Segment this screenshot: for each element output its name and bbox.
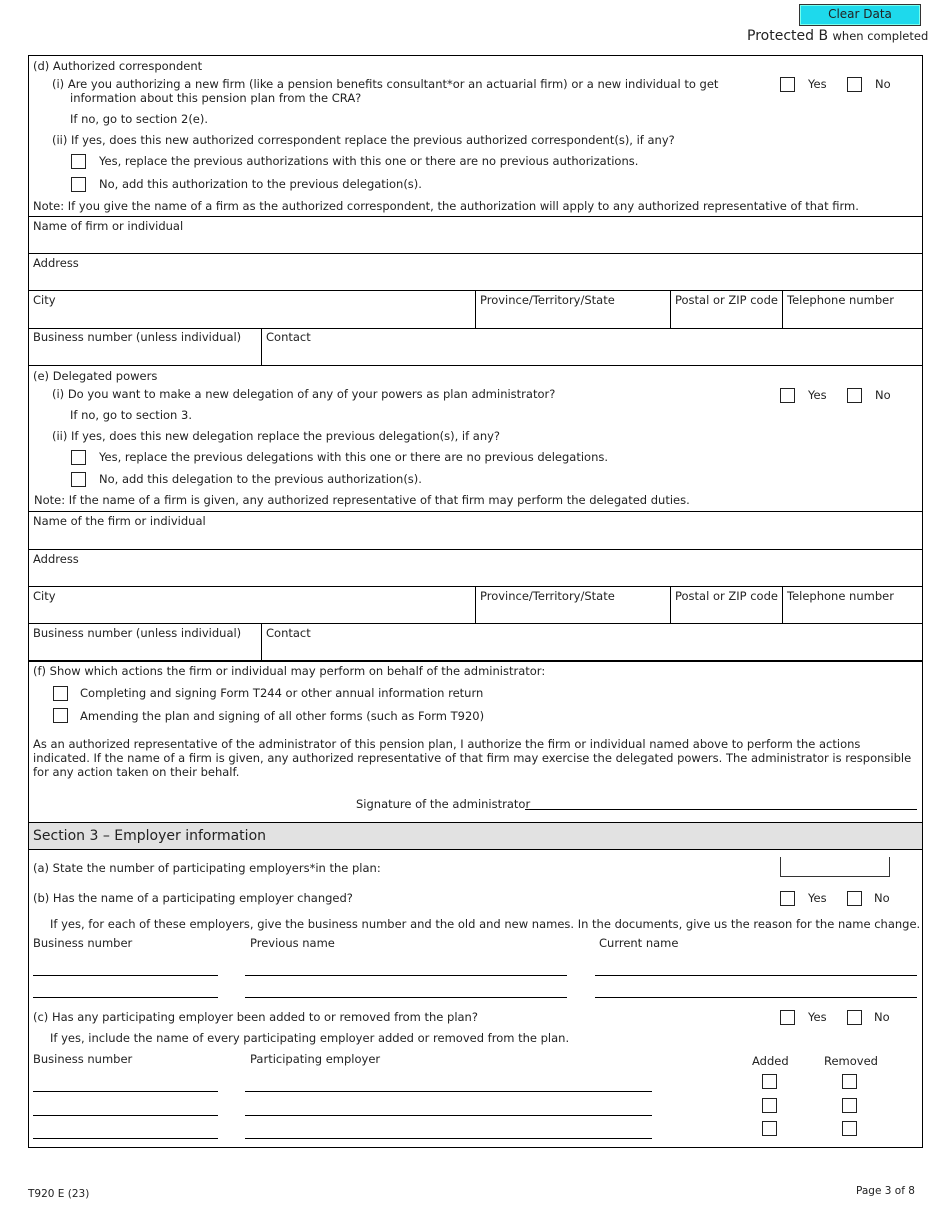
d-address-label: Address (33, 256, 79, 270)
c-bn-field[interactable] (33, 1115, 218, 1116)
d-city-label: City (33, 293, 56, 307)
c-bn-field[interactable] (33, 1091, 218, 1092)
section-3c-no-label: No (874, 1010, 890, 1024)
section-3-qb: (b) Has the name of a participating employer changed? (33, 891, 353, 905)
section-d-add-checkbox[interactable] (71, 177, 86, 192)
previous-name-header: Previous name (250, 936, 335, 950)
protected-label (747, 28, 928, 44)
added-checkbox[interactable] (762, 1074, 777, 1089)
d-contact-label: Contact (266, 330, 311, 344)
signature-line[interactable] (525, 809, 917, 810)
added-checkbox[interactable] (762, 1121, 777, 1136)
page-number: Page 3 of 8 (856, 1185, 915, 1197)
divider (28, 328, 923, 329)
e-address-label: Address (33, 552, 79, 566)
participating-employer-field[interactable] (245, 1138, 652, 1139)
authorization-statement: As an authorized representative of the administrator of this pension plan, I authorize the firm or individual named above to perform the actions indicated. If the name of a firm is given, any authorized representative of that firm may exercise the delegated powers. The administrator is responsible for any action taken on their behalf. (33, 737, 912, 779)
previous-name-field[interactable] (245, 975, 567, 976)
divider (261, 328, 262, 365)
section-3-title: Section 3 – Employer information (33, 828, 267, 844)
added-header: Added (752, 1054, 789, 1068)
section-d-replace-label: Yes, replace the previous authorizations with this one or there are no previous authorizations. (99, 154, 639, 168)
divider (28, 216, 923, 217)
participating-employer-field[interactable] (245, 1091, 652, 1092)
section-d-q2: (ii) If yes, does this new authorized correspondent replace the previous authorized correspondent(s), if any? (52, 133, 675, 147)
section-e-yes-checkbox[interactable] (780, 388, 795, 403)
section-3c-info: If yes, include the name of every participating employer added or removed from the plan. (50, 1031, 570, 1045)
removed-checkbox[interactable] (842, 1098, 857, 1113)
section-e-q1: (i) Do you want to make a new delegation of any of your powers as plan administrator? (52, 387, 556, 401)
when-completed-text: when completed (832, 29, 929, 43)
section-d-if-no: If no, go to section 2(e). (70, 112, 209, 126)
section-e-add-checkbox[interactable] (71, 472, 86, 487)
protected-b-text: Protected B (747, 28, 829, 44)
participating-employer-field[interactable] (245, 1115, 652, 1116)
section-3c-yes-checkbox[interactable] (780, 1010, 795, 1025)
section-f-amend-label: Amending the plan and signing of all other forms (such as Form T920) (80, 709, 485, 723)
removed-header: Removed (824, 1054, 878, 1068)
divider (261, 623, 262, 660)
removed-checkbox[interactable] (842, 1074, 857, 1089)
section-3c-no-checkbox[interactable] (847, 1010, 862, 1025)
divider (475, 290, 476, 328)
bn-header: Business number (33, 936, 133, 950)
current-name-field[interactable] (595, 997, 917, 998)
e-province-label: Province/Territory/State (480, 589, 615, 603)
divider (782, 290, 783, 328)
bn-field[interactable] (33, 975, 218, 976)
section-f-t244-label: Completing and signing Form T244 or other annual information return (80, 686, 484, 700)
divider (28, 253, 923, 254)
section-e-replace-label: Yes, replace the previous delegations with this one or there are no previous delegations. (99, 450, 609, 464)
signature-label: Signature of the administrator (356, 797, 531, 811)
form-id: T920 E (23) (28, 1188, 90, 1200)
previous-name-field[interactable] (245, 997, 567, 998)
section-e-add-label: No, add this delegation to the previous authorization(s). (99, 472, 422, 486)
current-name-header: Current name (599, 936, 679, 950)
e-postal-label: Postal or ZIP code (675, 589, 778, 603)
employer-count-input[interactable] (780, 857, 890, 877)
section-e-yes-label: Yes (808, 388, 827, 402)
e-city-label: City (33, 589, 56, 603)
e-phone-label: Telephone number (787, 589, 894, 603)
participating-employer-header: Participating employer (250, 1052, 381, 1066)
section-d-replace-checkbox[interactable] (71, 154, 86, 169)
section-3b-yes-checkbox[interactable] (780, 891, 795, 906)
added-checkbox[interactable] (762, 1098, 777, 1113)
section-3-qc: (c) Has any participating employer been added to or removed from the plan? (33, 1010, 478, 1024)
divider (28, 623, 923, 624)
current-name-field[interactable] (595, 975, 917, 976)
section-e-no-label: No (875, 388, 891, 402)
section-3b-info: If yes, for each of these employers, give the business number and the old and new names. In the documents, give us the reason for the name change. (50, 917, 921, 931)
e-bn-label: Business number (unless individual) (33, 626, 242, 640)
divider (28, 365, 923, 366)
section-d-q1-line2: information about this pension plan from the CRA? (70, 91, 362, 105)
section-d-yes-checkbox[interactable] (780, 77, 795, 92)
section-e-title: (e) Delegated powers (33, 369, 158, 383)
section-3b-no-label: No (874, 891, 890, 905)
section-3b-yes-label: Yes (808, 891, 827, 905)
section-3c-yes-label: Yes (808, 1010, 827, 1024)
section-e-q2: (ii) If yes, does this new delegation replace the previous delegation(s), if any? (52, 429, 501, 443)
d-postal-label: Postal or ZIP code (675, 293, 778, 307)
d-name-label: Name of firm or individual (33, 219, 184, 233)
clear-data-button[interactable]: Clear Data (799, 4, 921, 26)
removed-checkbox[interactable] (842, 1121, 857, 1136)
section-d-no-checkbox[interactable] (847, 77, 862, 92)
section-d-yes-label: Yes (808, 77, 827, 91)
divider (670, 586, 671, 623)
section-e-no-checkbox[interactable] (847, 388, 862, 403)
divider (782, 586, 783, 623)
section-e-note: Note: If the name of a firm is given, any authorized representative of that firm may perform the delegated duties. (34, 493, 690, 507)
section-e-replace-checkbox[interactable] (71, 450, 86, 465)
section-f-t244-checkbox[interactable] (53, 686, 68, 701)
section-d-note: Note: If you give the name of a firm as the authorized correspondent, the authorization will apply to any authorized representative of that firm. (33, 199, 859, 213)
section-d-no-label: No (875, 77, 891, 91)
c-bn-header: Business number (33, 1052, 133, 1066)
section-e-if-no: If no, go to section 3. (70, 408, 192, 422)
divider (28, 511, 923, 512)
section-f-amend-checkbox[interactable] (53, 708, 68, 723)
section-3b-no-checkbox[interactable] (847, 891, 862, 906)
divider (670, 290, 671, 328)
e-contact-label: Contact (266, 626, 311, 640)
section-d-title: (d) Authorized correspondent (33, 59, 203, 73)
c-bn-field[interactable] (33, 1138, 218, 1139)
divider (475, 586, 476, 623)
bn-field[interactable] (33, 997, 218, 998)
e-name-label: Name of the firm or individual (33, 514, 206, 528)
section-3-header (29, 822, 922, 850)
d-phone-label: Telephone number (787, 293, 894, 307)
d-bn-label: Business number (unless individual) (33, 330, 242, 344)
divider (28, 549, 923, 550)
section-f-title: (f) Show which actions the firm or individual may perform on behalf of the administrator: (33, 664, 546, 678)
d-province-label: Province/Territory/State (480, 293, 615, 307)
divider (28, 660, 923, 662)
section-d-q1-line1: (i) Are you authorizing a new firm (like a pension benefits consultant*or an actuarial firm) or a new individual to get (52, 77, 719, 91)
section-3-qa: (a) State the number of participating employers*in the plan: (33, 861, 381, 875)
section-d-add-label: No, add this authorization to the previous delegation(s). (99, 177, 422, 191)
